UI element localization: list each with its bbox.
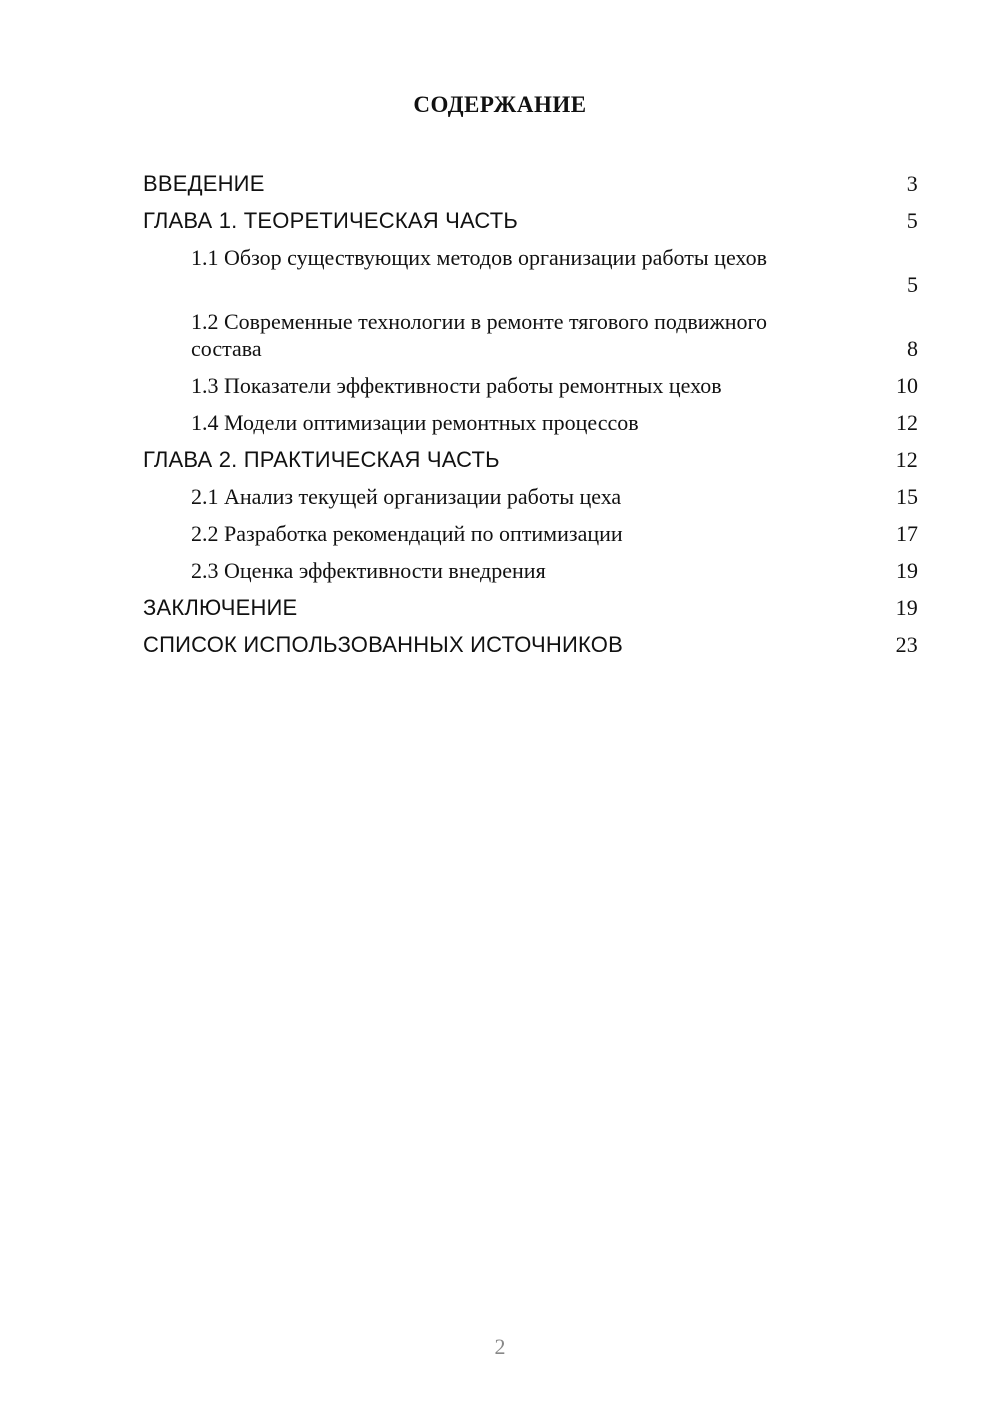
toc-entry-chapter-1[interactable] [143, 207, 918, 244]
toc-entry-chapter-2[interactable] [143, 446, 918, 483]
toc-entry-label: ВВЕДЕНИЕ [143, 171, 265, 196]
toc-entry-page: 12 [896, 410, 918, 435]
toc-entry-page: 10 [896, 373, 918, 398]
toc-entry-page: 12 [895, 447, 918, 472]
toc-entry-section-1-3[interactable] [143, 372, 918, 409]
toc-entry-label: 2.3 Оценка эффективности внедрения [191, 558, 546, 583]
toc-entry-label: 1.3 Показатели эффективности работы ремонтных цехов [191, 373, 722, 398]
toc-entry-section-1-4[interactable] [143, 409, 918, 446]
toc-entry-label: ГЛАВА 2. ПРАКТИЧЕСКАЯ ЧАСТЬ [143, 447, 500, 472]
toc-entry-section-2-1[interactable] [143, 483, 918, 520]
toc-entry-label: 1.1 Обзор существующих методов организации работы цехов [191, 245, 767, 270]
toc-entry-conclusion[interactable] [143, 594, 918, 631]
toc-entry-page: 19 [895, 595, 918, 620]
table-of-contents [143, 170, 918, 668]
toc-entry-section-1-2[interactable] [143, 308, 918, 372]
toc-entry-page: 3 [906, 171, 918, 196]
toc-entry-label: ГЛАВА 1. ТЕОРЕТИЧЕСКАЯ ЧАСТЬ [143, 208, 519, 233]
toc-entry-page: 19 [896, 558, 918, 583]
toc-entry-page: 17 [896, 521, 918, 546]
toc-entry-page: 15 [896, 484, 918, 509]
toc-entry-references[interactable] [143, 631, 918, 668]
toc-entry-section-1-1[interactable] [143, 244, 918, 308]
toc-entry-label: 1.2 Современные технологии в ремонте тягового подвижного состава [191, 309, 768, 361]
toc-entry-label: ЗАКЛЮЧЕНИЕ [143, 595, 298, 620]
toc-entry-section-2-2[interactable] [143, 520, 918, 557]
toc-entry-label: СПИСОК ИСПОЛЬЗОВАННЫХ ИСТОЧНИКОВ [143, 632, 623, 657]
toc-entry-label: 1.4 Модели оптимизации ремонтных процессов [191, 410, 639, 435]
toc-entry-label: 2.2 Разработка рекомендаций по оптимизации [191, 521, 623, 546]
toc-entry-page: 5 [907, 272, 918, 297]
toc-entry-page: 5 [906, 208, 918, 233]
page-title: СОДЕРЖАНИЕ [413, 92, 587, 117]
toc-entry-page: 8 [907, 336, 918, 361]
toc-entry-page: 23 [895, 632, 918, 657]
toc-entry-section-2-3[interactable] [143, 557, 918, 594]
toc-entry-introduction[interactable] [143, 170, 918, 207]
toc-entry-label: 2.1 Анализ текущей организации работы цеха [191, 484, 622, 509]
page-number: 2 [494, 1334, 506, 1359]
